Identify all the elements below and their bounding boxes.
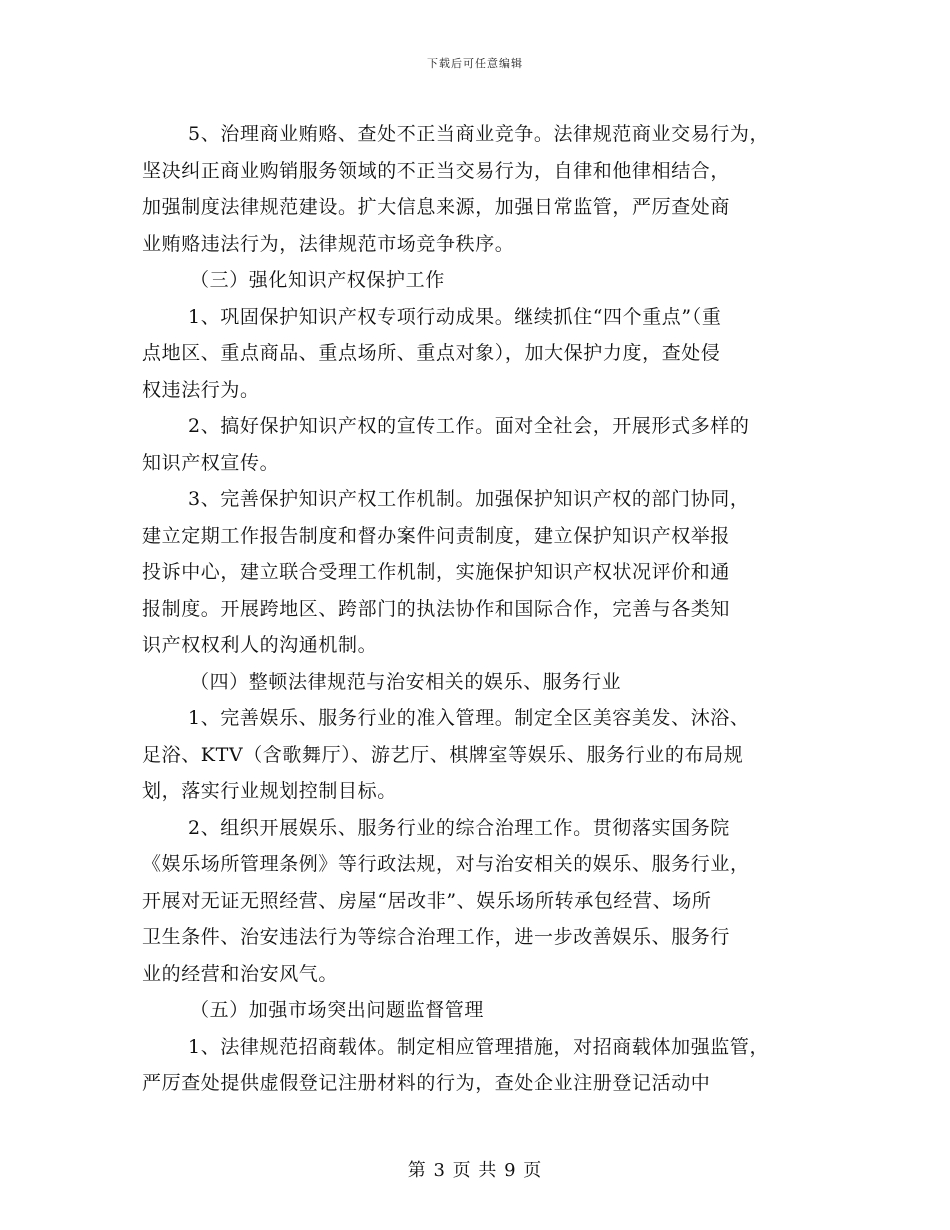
text-line: 划，落实行业规划控制目标。 [142,780,397,802]
text-line: 权违法行为。 [142,378,260,401]
text-line: 1、法律规范招商载体。制定相应管理措施，对招商载体加强监管， [188,1035,770,1058]
text-line: 1、巩固保护知识产权专项行动成果。继续抓住“四个重点”（重 [188,305,722,328]
text-line: 投诉中心，建立联合受理工作机制，实施保护知识产权状况评价和通 [142,561,731,583]
section-heading: （五）加强市场突出问题监督管理 [190,999,485,1021]
text-line: 开展对无证无照经营、房屋“居改非”、娱乐场所转承包经营、场所 [142,889,712,912]
text-line: 知识产权宣传。 [142,451,280,474]
text-line: 加强制度法律规范建设。扩大信息来源，加强日常监管，严厉查处商 [142,196,731,218]
text-line: 1、完善娱乐、服务行业的准入管理。制定全区美容美发、沐浴、 [188,707,750,729]
text-line: 《娱乐场所管理条例》等行政法规，对与治安相关的娱乐、服务行业， [142,853,750,875]
text-line: 卫生条件、治安违法行为等综合治理工作，进一步改善娱乐、服务行 [142,926,731,948]
text-line: 2、搞好保护知识产权的宣传工作。面对全社会，开展形式多样的 [188,415,750,437]
page-header: 下载后可任意编辑 [427,57,523,70]
text-line: 严厉查处提供虚假登记注册材料的行为，查处企业注册登记活动中 [142,1072,711,1094]
text-line: 报制度。开展跨地区、跨部门的执法协作和国际合作，完善与各类知 [142,597,731,620]
document-body [142,116,822,1102]
text-line: 坚决纠正商业购销服务领域的不正当交易行为，自律和他律相结合， [142,159,731,182]
text-line: 业贿赂违法行为，法律规范市场竞争秩序。 [142,232,515,255]
page-footer: 第 3 页 共 9 页 [407,1160,543,1181]
section-heading: （三）强化知识产权保护工作 [190,269,445,291]
text-line: 5、治理商业贿赂、查处不正当商业竞争。法律规范商业交易行为， [188,123,770,145]
section-heading: （四）整顿法律规范与治安相关的娱乐、服务行业 [190,670,622,693]
text-line: 3、完善保护知识产权工作机制。加强保护知识产权的部门协同， [188,488,750,510]
text-line: 足浴、KTV（含歌舞厅）、游艺厅、棋牌室等娱乐、服务行业的布局规 [142,743,744,766]
text-line: 识产权权利人的沟通机制。 [142,634,378,656]
text-line: 点地区、重点商品、重点场所、重点对象），加大保护力度，查处侵 [142,342,721,364]
text-line: 2、组织开展娱乐、服务行业的综合治理工作。贯彻落实国务院 [188,816,730,839]
text-line: 建立定期工作报告制度和督办案件问责制度，建立保护知识产权举报 [142,524,731,547]
text-line: 业的经营和治安风气。 [142,962,339,985]
